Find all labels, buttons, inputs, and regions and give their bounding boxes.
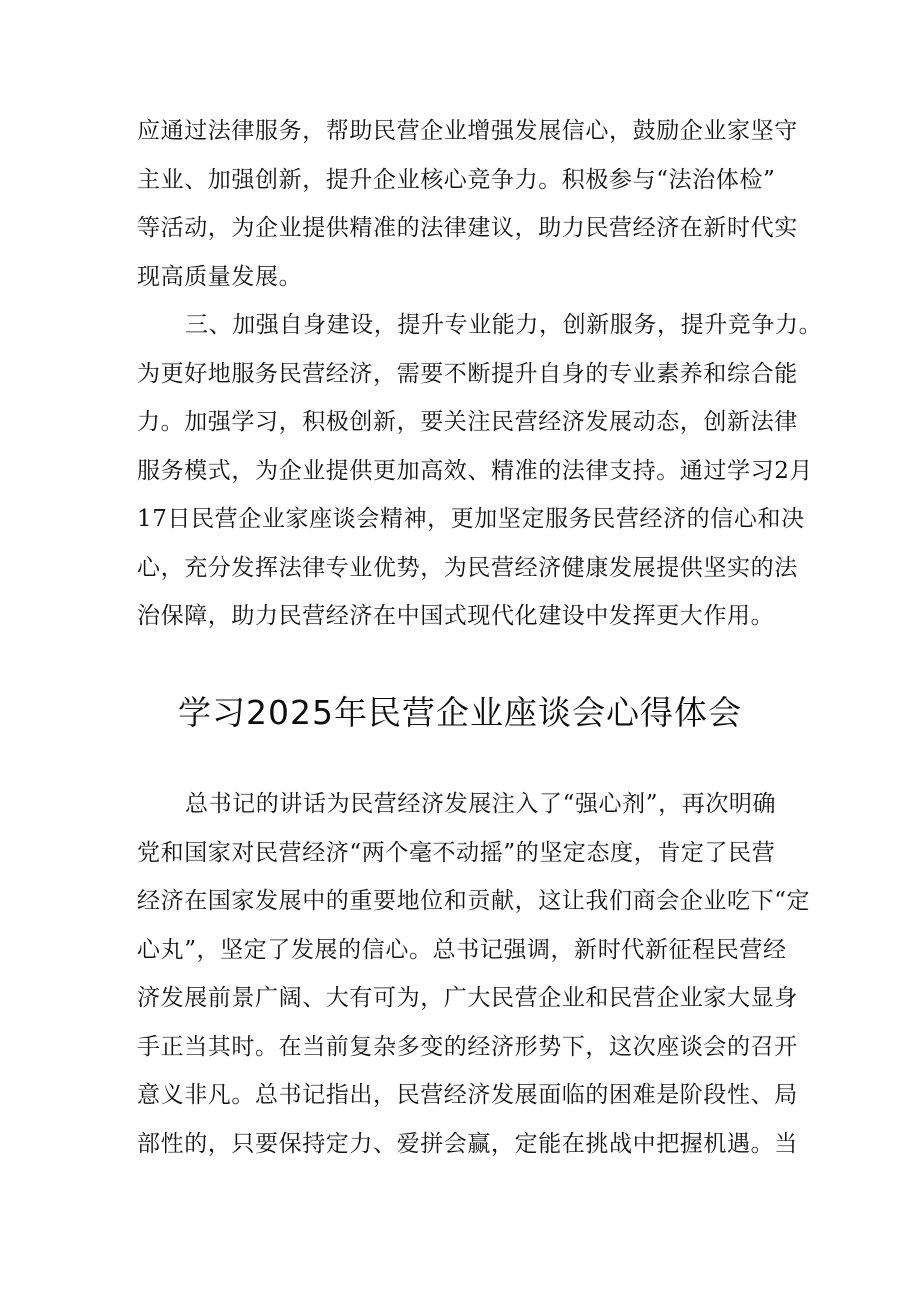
- text-line: 力。加强学习，积极创新，要关注民营经济发展动态，创新法律: [137, 409, 798, 435]
- document-title: 学习2025年民营企业座谈会心得体会: [178, 693, 742, 732]
- text-line: 心，充分发挥法律专业优势，为民营经济健康发展提供坚实的法: [137, 554, 798, 581]
- paragraph-continued: [137, 107, 797, 301]
- text-line: 治保障，助力民营经济在中国式现代化建设中发挥更大作用。: [137, 603, 775, 629]
- text-line: 17日民营企业家座谈会精神，更加坚定服务民营经济的信心和决: [137, 506, 805, 532]
- text-line: 党和国家对民营经济“两个毫不动摇”的坚定态度，肯定了民营: [137, 839, 776, 866]
- text-line: 心丸”，坚定了发展的信心。总书记强调，新时代新征程民营经: [137, 936, 787, 963]
- text-line: 主业、加强创新，提升企业核心竞争力。积极参与“法治体检”: [137, 166, 776, 193]
- text-line: 经济在国家发展中的重要地位和贡献，这让我们商会企业吃下“定: [137, 888, 811, 914]
- text-line: 现高质量发展。: [137, 263, 303, 290]
- text-line: 应通过法律服务，帮助民营企业增强发展信心，鼓励企业家坚守: [137, 118, 798, 144]
- text-line: 服务模式，为企业提供更加高效、精准的法律支持。通过学习2月: [137, 457, 814, 484]
- text-line: 三、加强自身建设，提升专业能力，创新服务，提升竞争力。: [185, 312, 823, 338]
- text-line: 总书记的讲话为民营经济发展注入了“强心剂”，再次明确: [185, 791, 777, 817]
- paragraph-body: [137, 780, 811, 1168]
- text-line: 手正当其时。在当前复杂多变的经济形势下，这次座谈会的召开: [137, 1033, 798, 1060]
- text-line: 意义非凡。总书记指出，民营经济发展面临的困难是阶段性、局: [137, 1082, 798, 1108]
- paragraph-section-three: [137, 301, 823, 641]
- text-line: 为更好地服务民营经济，需要不断提升自身的专业素养和综合能: [137, 360, 798, 387]
- text-line: 济发展前景广阔、大有可为，广大民营企业和民营企业家大显身: [137, 985, 798, 1011]
- text-line: 部性的，只要保持定力、爱拼会赢，定能在挑战中把握机遇。当: [137, 1130, 798, 1157]
- text-line: 等活动，为企业提供精准的法律建议，助力民营经济在新时代实: [137, 215, 798, 241]
